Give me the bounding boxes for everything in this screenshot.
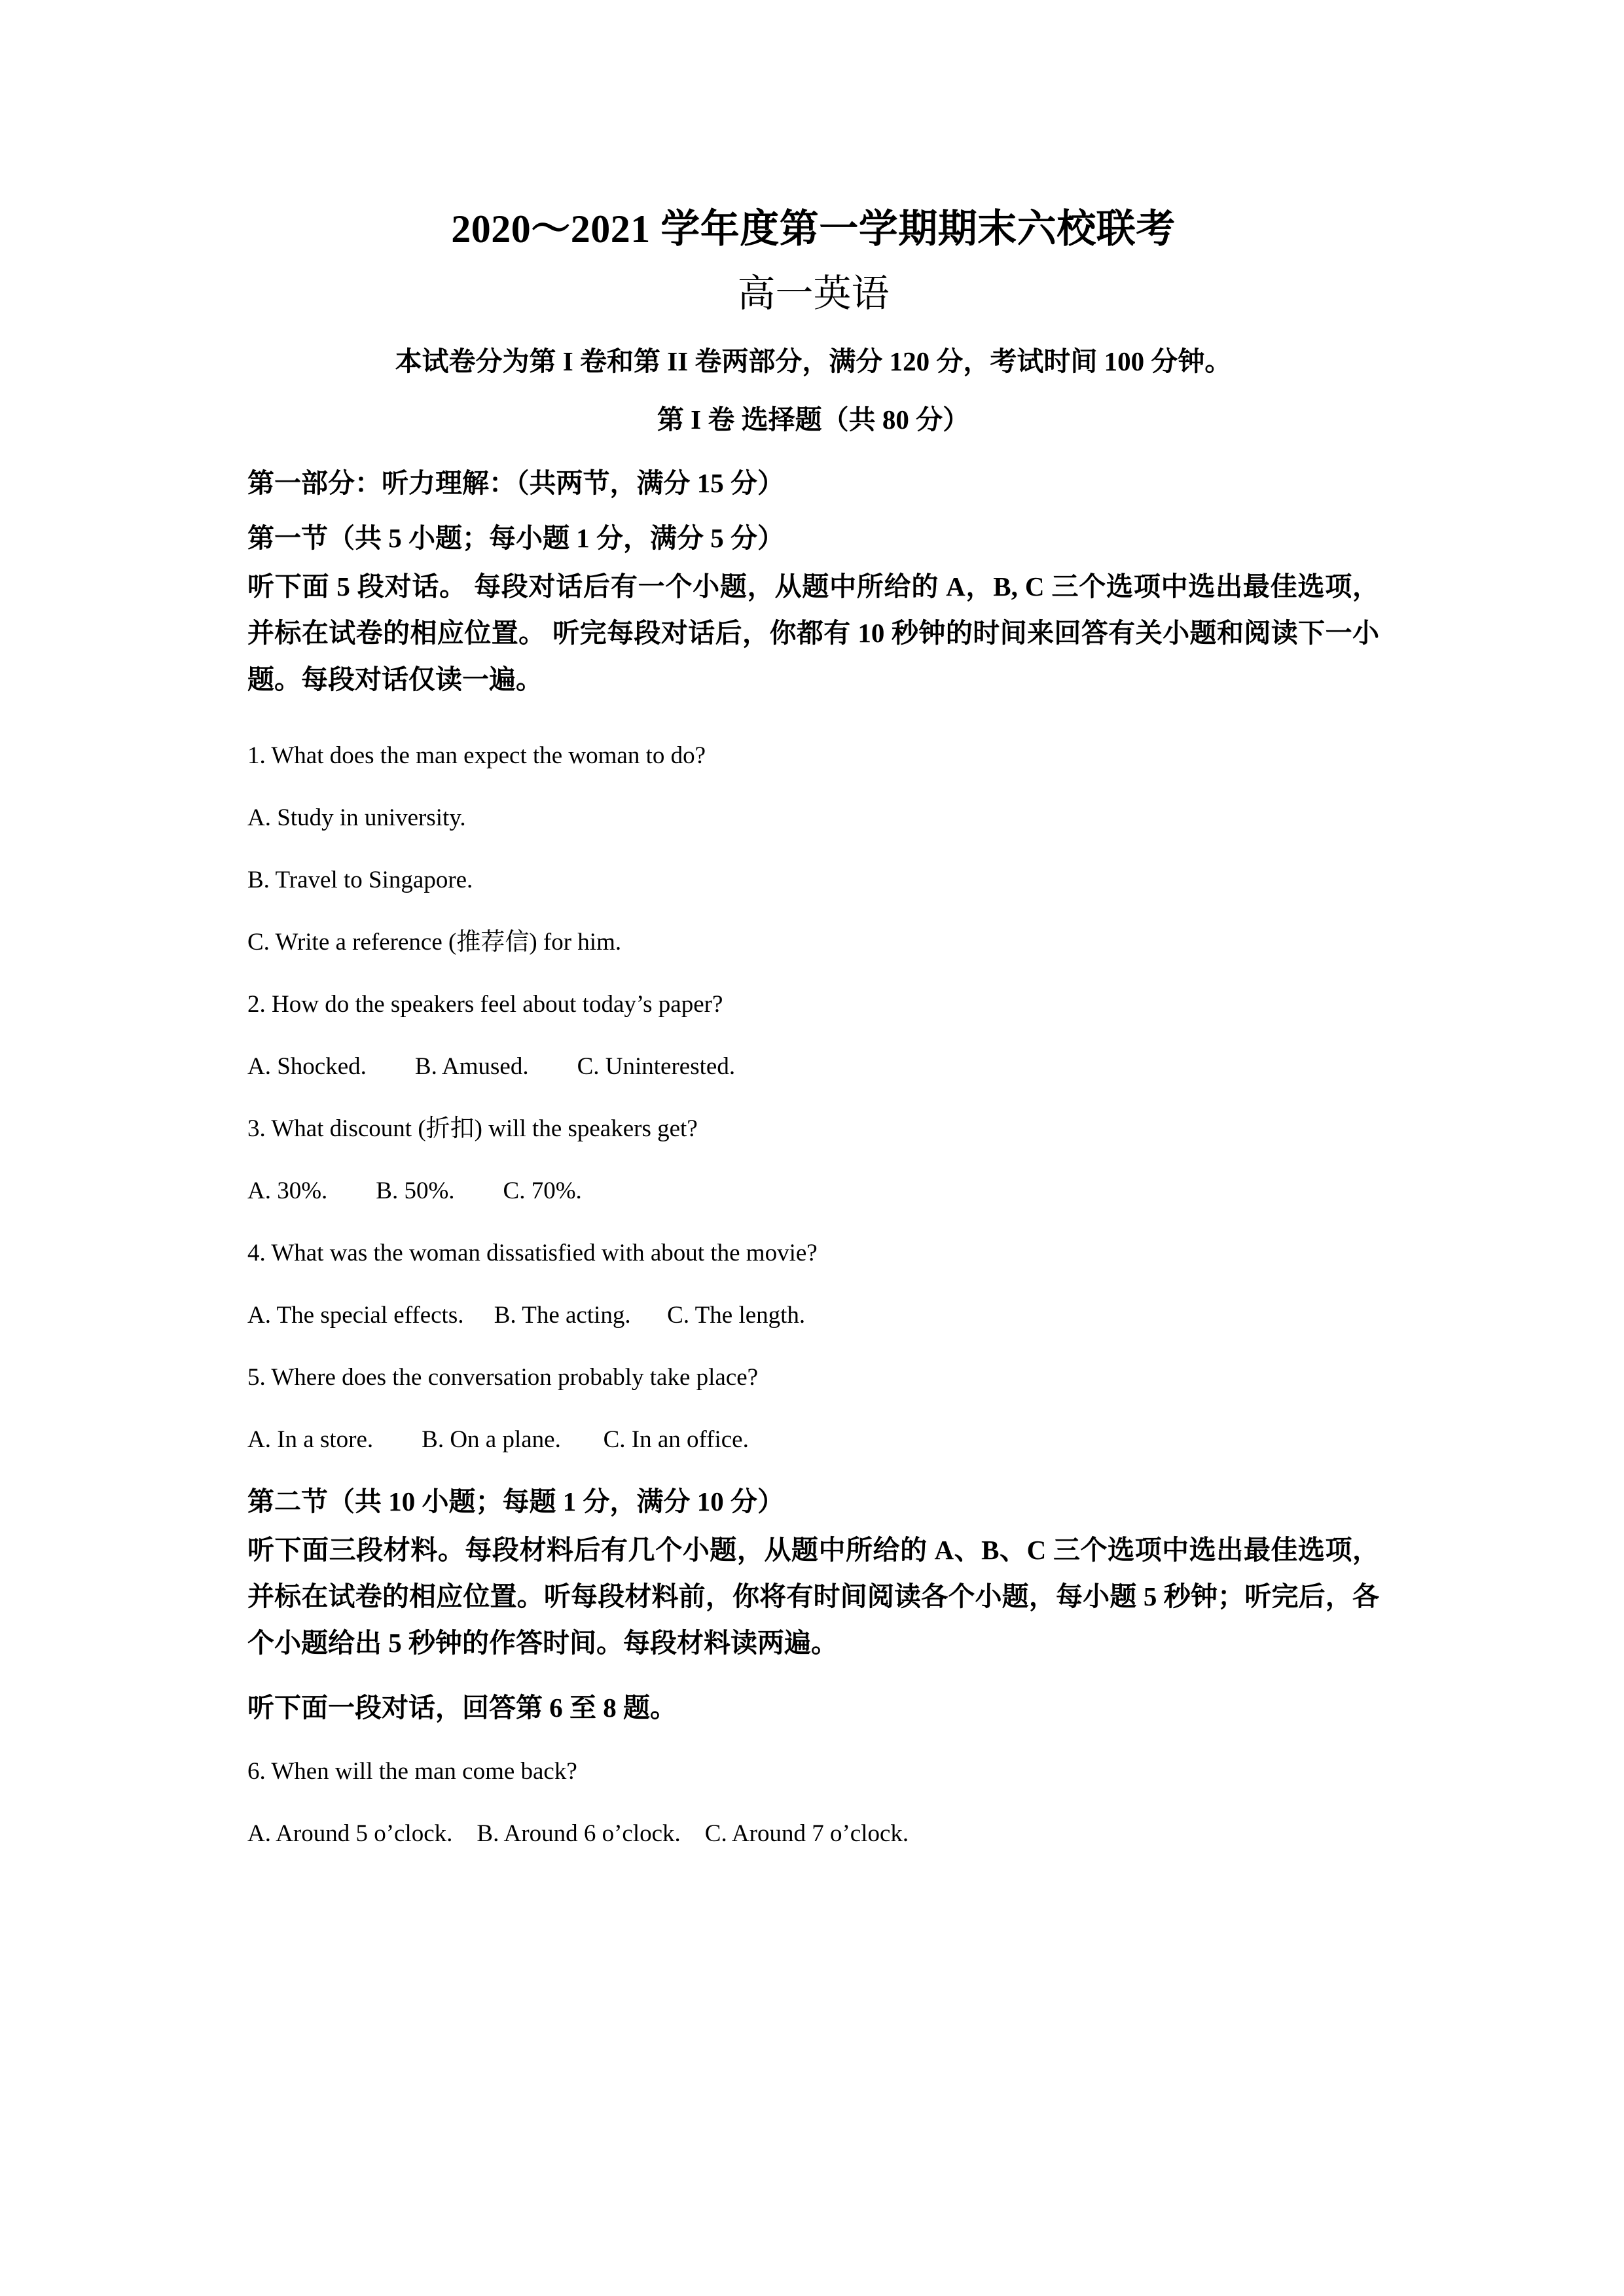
section-one-heading: 第一节（共 5 小题；每小题 1 分，满分 5 分） xyxy=(247,523,784,553)
exam-info-note: 本试卷分为第 I 卷和第 II 卷两部分，满分 120 分，考试时间 100 分钟。 xyxy=(395,346,1232,376)
question-option: A. Study in university. xyxy=(247,804,466,831)
part-one-header: 第 I 卷 选择题（共 80 分） xyxy=(657,404,970,435)
page-title: 2020～2021 学年度第一学期期末六校联考 xyxy=(451,207,1176,251)
page-content-column xyxy=(247,0,1379,1846)
question-options-line: A. Around 5 o’clock. B. Around 6 o’clock. C. Around 7 o’clock. xyxy=(247,1820,909,1847)
section-one-instructions: 听下面 5 段对话。 每段对话后有一个小题，从题中所给的 A，B, C 三个选项中选出最佳选项，并标在试卷的相应位置。 听完每段对话后，你都有 10 秒钟的时间来回答有关小题和阅读下一小题。每段对话仅读一遍。 xyxy=(247,571,1379,694)
question-stem: 1. What does the man expect the woman to do? xyxy=(247,742,706,769)
section-two-instructions: 听下面三段材料。每段材料后有几个小题，从题中所给的 A、B、C 三个选项中选出最佳选项，并标在试卷的相应位置。听每段材料前，你将有时间阅读各个小题，每小题 5 秒钟；听完后，各个小题给出 5 秒钟的作答时间。每段材料读两遍。 xyxy=(247,1535,1379,1658)
question-stem: 3. What discount (折扣) will the speakers get? xyxy=(247,1115,698,1142)
question-stem: 2. How do the speakers feel about today’s paper? xyxy=(247,991,723,1018)
section-two-heading: 第二节（共 10 小题；每题 1 分，满分 10 分） xyxy=(247,1486,784,1516)
question-options-line: A. The special effects. B. The acting. C. The length. xyxy=(247,1302,806,1329)
question-stem: 6. When will the man come back? xyxy=(247,1758,577,1785)
dialogue-lead-in: 听下面一段对话，回答第 6 至 8 题。 xyxy=(247,1693,677,1723)
question-stem: 4. What was the woman dissatisfied with about the movie? xyxy=(247,1240,818,1266)
question-options-line: A. Shocked. B. Amused. C. Uninterested. xyxy=(247,1053,736,1080)
question-options-line: A. 30%. B. 50%. C. 70%. xyxy=(247,1177,582,1204)
question-option: C. Write a reference (推荐信) for him. xyxy=(247,929,622,956)
subject-title: 高一英语 xyxy=(737,272,890,315)
question-options-line: A. In a store. B. On a plane. C. In an office. xyxy=(247,1426,749,1453)
question-option: B. Travel to Singapore. xyxy=(247,867,473,893)
part-one-listening-heading: 第一部分：听力理解：（共两节，满分 15 分） xyxy=(247,468,784,498)
question-stem: 5. Where does the conversation probably take place? xyxy=(247,1364,759,1391)
